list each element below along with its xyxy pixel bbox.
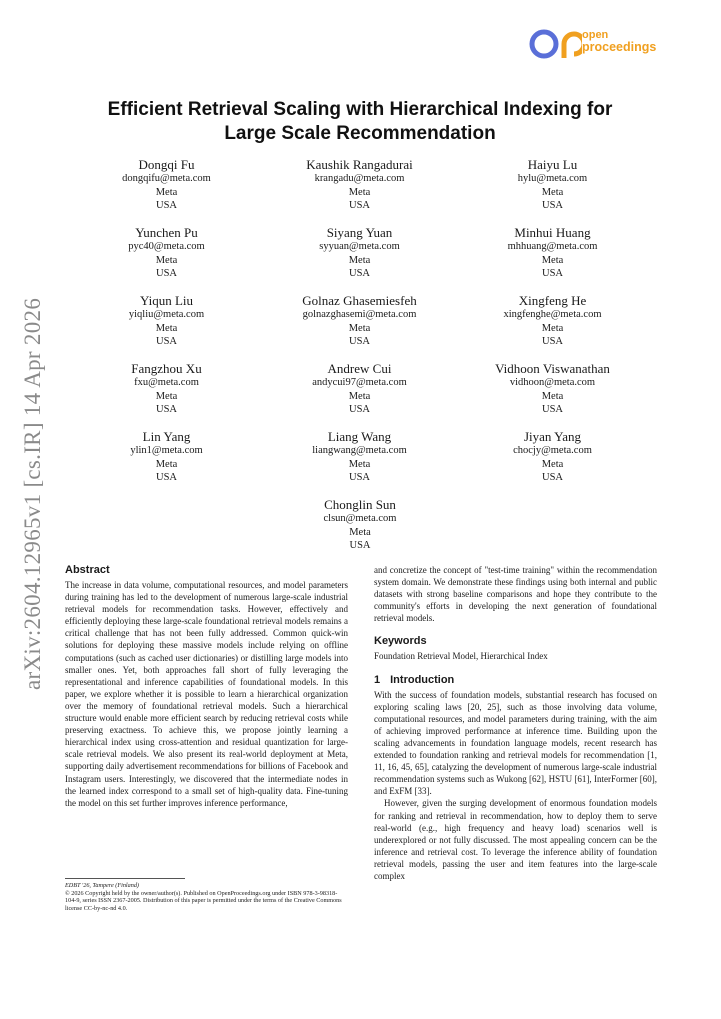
paper-title-line-2: Large Scale Recommendation: [224, 123, 496, 144]
footnote: [65, 878, 348, 912]
author-row: [70, 361, 650, 429]
author-affiliation: Meta: [155, 186, 178, 198]
author-affiliation: Meta: [541, 186, 564, 198]
author-entry: [70, 157, 263, 225]
author-country: USA: [349, 540, 371, 551]
author-email[interactable]: andycui97@meta.com: [312, 377, 407, 388]
author-email[interactable]: liangwang@meta.com: [312, 445, 407, 456]
logo-text-proceedings: proceedings: [582, 40, 657, 54]
author-entry: [264, 497, 457, 565]
author-country: USA: [348, 268, 370, 279]
author-entry: [70, 361, 263, 429]
author-email[interactable]: xingfenghe@meta.com: [503, 309, 602, 320]
author-affiliation: Meta: [155, 390, 178, 402]
author-row: [70, 429, 650, 497]
author-entry: [456, 361, 649, 429]
author-entry: [456, 157, 649, 225]
author-country: USA: [348, 472, 370, 483]
section-title: Introduction: [390, 673, 455, 686]
author-name: Minhui Huang: [514, 225, 591, 240]
author-entry: [456, 225, 649, 293]
author-row: [70, 225, 650, 293]
author-entry: [456, 429, 649, 497]
author-country: USA: [155, 268, 177, 279]
author-name: Golnaz Ghasemiesfeh: [302, 293, 417, 308]
paper-title-line-1: Efficient Retrieval Scaling with Hierarchical Indexing for: [107, 99, 613, 120]
right-column: [374, 564, 657, 882]
author-email[interactable]: fxu@meta.com: [134, 377, 199, 388]
open-proceedings-logo[interactable]: [528, 27, 668, 61]
author-entry: [263, 157, 456, 225]
author-email[interactable]: krangadu@meta.com: [314, 173, 405, 184]
author-block: [70, 157, 650, 565]
abstract-heading: Abstract: [65, 564, 110, 576]
author-affiliation: Meta: [541, 458, 564, 470]
author-name: Chonglin Sun: [324, 497, 396, 512]
author-entry: [70, 293, 263, 361]
author-name: Kaushik Rangadurai: [306, 157, 413, 172]
author-email[interactable]: mhhuang@meta.com: [507, 241, 598, 252]
author-name: Xingfeng He: [518, 293, 587, 308]
author-name: Yunchen Pu: [135, 225, 198, 240]
author-country: USA: [155, 336, 177, 347]
author-affiliation: Meta: [348, 254, 371, 266]
author-email[interactable]: golnazghasemi@meta.com: [302, 309, 417, 320]
author-name: Vidhoon Viswanathan: [495, 361, 610, 376]
keywords-heading: Keywords: [374, 635, 427, 648]
author-row: [70, 157, 650, 225]
author-entry: [263, 361, 456, 429]
logo-text-open: open: [582, 29, 609, 41]
author-email[interactable]: dongqifu@meta.com: [122, 173, 211, 184]
author-email[interactable]: clsun@meta.com: [323, 513, 397, 524]
author-entry: [263, 225, 456, 293]
author-name: Fangzhou Xu: [131, 361, 202, 376]
author-country: USA: [348, 404, 370, 415]
author-affiliation: Meta: [541, 254, 564, 266]
author-entry: [70, 225, 263, 293]
author-entry: [263, 429, 456, 497]
keywords-text: Foundation Retrieval Model, Hierarchical Index: [374, 651, 548, 662]
author-country: USA: [541, 404, 563, 415]
introduction-paragraph-2: However, given the surging development of enormous foundation models for ranking and retrieval in recommendation, how to deploy them to serve real-world (e.g., high frequency and heavy load) scenarios well is underexplored or not fully discussed. The most appealing concern can be the inference and retrieval cost. To leverage the inference ability of foundation retrieval models, passing the user and item features into the large-scale complex: [374, 798, 657, 881]
footnote-venue: EDBT '26, Tampere (Finland): [65, 882, 139, 889]
author-email[interactable]: vidhoon@meta.com: [509, 377, 596, 388]
footnote-rule: [65, 878, 185, 879]
author-country: USA: [348, 336, 370, 347]
author-affiliation: Meta: [348, 186, 371, 198]
author-affiliation: Meta: [541, 390, 564, 402]
author-name: Liang Wang: [327, 429, 392, 444]
author-country: USA: [348, 200, 370, 211]
footnote-copyright: © 2026 Copyright held by the owner/author(s). Published on OpenProceedings.org under ISBN 978-3-98318-104-9, series ISSN 2367-2005. Distribution of this paper is permitted under the terms of the Creative Commons license CC-by-nc-nd 4.0.: [65, 889, 342, 912]
author-entry: [456, 293, 649, 361]
author-country: USA: [541, 268, 563, 279]
section-number: 1: [374, 673, 381, 686]
author-country: USA: [155, 472, 177, 483]
author-email[interactable]: hylu@meta.com: [517, 173, 588, 184]
author-email[interactable]: pyc40@meta.com: [128, 241, 205, 252]
open-proceedings-logo-icon: [528, 27, 582, 61]
author-entry: [70, 429, 263, 497]
author-name: Yiqun Liu: [139, 293, 194, 308]
author-affiliation: Meta: [348, 458, 371, 470]
author-name: Siyang Yuan: [326, 225, 393, 240]
author-affiliation: Meta: [348, 322, 371, 334]
author-entry: [263, 293, 456, 361]
author-affiliation: Meta: [155, 254, 178, 266]
author-name: Dongqi Fu: [138, 157, 195, 172]
abstract-continuation: and concretize the concept of "test-time training" within the recommendation system domain. We demonstrate these findings using both internal and public datasets with strong baseline comparisons and hope they contribute to the community's efforts in developing the next generation of foundational retrieval models.: [374, 565, 657, 624]
abstract-text: The increase in data volume, computational resources, and model parameters during training has led to the development of numerous large-scale industrial retrieval models for recommendation tasks. However, effectively and efficiently deploying these large-scale foundational retrieval models remains a critical challenge that has not been fully addressed. Common quick-win solutions for deploying these massive models include relying on offline computations (such as cached user dictionaries) or distilling large models into smaller ones. Yet, both approaches fall short of fully leveraging the representational and inference capabilities of foundational models. In this paper, we explore whether it is possible to learn a hierarchical organization over the memory of foundational retrieval models. Such a hierarchical structure would enable more efficient search by reducing retrieval costs while preserving exactness. To achieve this, we propose jointly learning a hierarchical index using cross-attention and residual quantization for large-scale retrieval models. We also present its real-world deployment at Meta, supporting daily advertisement recommendations for billions of Facebook and Instagram users. Interestingly, we discovered that the intermediate nodes in the learned index correspond to a small set of high-quality data. Fine-tuning the model on this set further improves inference performance,: [65, 580, 348, 808]
author-email[interactable]: yiqliu@meta.com: [128, 309, 205, 320]
author-row: [70, 293, 650, 361]
author-name: Jiyan Yang: [523, 429, 582, 444]
author-row: [70, 497, 650, 565]
arxiv-identifier[interactable]: arXiv:2604.12965v1 [cs.IR] 14 Apr 2026: [20, 297, 45, 690]
author-email[interactable]: ylin1@meta.com: [130, 445, 203, 456]
author-affiliation: Meta: [155, 458, 178, 470]
author-country: USA: [155, 404, 177, 415]
author-affiliation: Meta: [348, 390, 371, 402]
author-country: USA: [155, 200, 177, 211]
author-country: USA: [541, 200, 563, 211]
author-affiliation: Meta: [541, 322, 564, 334]
paper-title: [60, 98, 660, 146]
author-country: USA: [541, 336, 563, 347]
introduction-paragraph-1: With the success of foundation models, substantial research has focused on exploring scaling laws [20, 25], such as those involving data volume, computational resources, and model parameters during training, with the aim of achieving improved performance at inference time. Building upon the scaling advancements in foundation language models, recent research has extended to foundation ranking and retrieval models for recommendation [1, 11, 16, 45, 65], catalyzing the development of numerous large-scale industrial recommendation systems such as Wukong [62], HSTU [61], InterFormer [60], and ExFM [33].: [374, 689, 657, 797]
author-name: Haiyu Lu: [527, 157, 578, 172]
author-email[interactable]: syyuan@meta.com: [319, 241, 400, 252]
author-email[interactable]: chocjy@meta.com: [513, 445, 592, 456]
introduction-heading: [374, 673, 657, 687]
author-name: Lin Yang: [142, 429, 191, 444]
author-name: Andrew Cui: [327, 361, 392, 376]
author-affiliation: Meta: [349, 526, 371, 538]
author-country: USA: [541, 472, 563, 483]
author-affiliation: Meta: [155, 322, 178, 334]
left-column: [65, 563, 348, 809]
